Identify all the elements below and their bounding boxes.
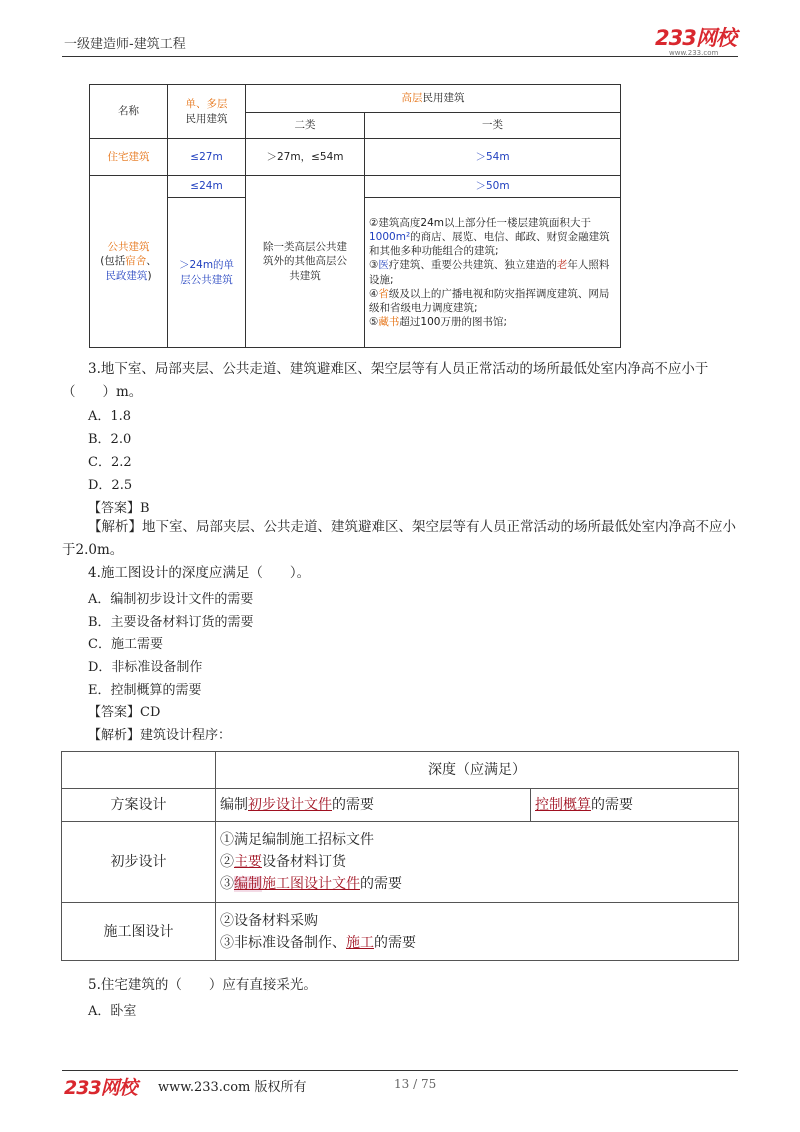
row-public-class1-detail: ②建筑高度24m以上部分任一楼层建筑面积大于1000m²的商店、展览、电信、邮政、财贸金融建筑和其他多种功能组合的建筑; ③医疗建筑、重要公共建筑、独立建造的老年人照料设施; ④省级及以上的广播电视和防灾指挥调度建筑、网局级和省级电力调度建筑; ⑤藏书超过100万册的图书馆; <box>365 198 621 348</box>
building-classification-table <box>89 84 621 348</box>
row-public-single-b: ＞24m的单 层公共建筑 <box>168 198 246 348</box>
q3-option-b: B．2.0 <box>88 432 132 447</box>
page-number: 13 / 75 <box>394 1077 437 1091</box>
row-residential-class1: ＞54m <box>365 139 621 176</box>
footer-logo: 233网校 <box>64 1077 137 1099</box>
t2-row-construction-content: ②设备材料采购 ③非标准设备制作、施工的需要 <box>216 903 739 961</box>
row-residential-class2: ＞27m，≤54m <box>246 139 365 176</box>
document-header-title: 一级建造师-建筑工程 <box>64 37 186 52</box>
footer-divider <box>62 1070 738 1071</box>
col-class1-header: 一类 <box>365 113 621 139</box>
t2-header: 深度（应满足） <box>216 752 739 789</box>
header-divider <box>62 56 738 57</box>
design-depth-table <box>61 751 739 961</box>
footer-copyright: www.233.com 版权所有 <box>158 1080 307 1095</box>
t2-row-scheme-b: 控制概算的需要 <box>531 789 739 822</box>
col-class2-header: 二类 <box>246 113 365 139</box>
q3-option-a: A．1.8 <box>88 409 132 424</box>
q5-option-a: A．卧室 <box>88 1004 137 1019</box>
col-name-header: 名称 <box>90 85 168 139</box>
t2-row-scheme-name: 方案设计 <box>62 789 216 822</box>
q4-option-a: A．编制初步设计文件的需要 <box>88 592 254 607</box>
q3-option-c: C．2.2 <box>88 455 132 470</box>
row-public-class2: 除一类高层公共建筑外的其他高层公共建筑 <box>246 176 365 348</box>
col-single-header: 单、多层 民用建筑 <box>168 85 246 139</box>
q4-option-d: D．非标准设备制作 <box>88 660 203 675</box>
row-public-class1-top: ＞50m <box>365 176 621 198</box>
q4-option-c: C．施工需要 <box>88 637 163 652</box>
q4-option-e: E．控制概算的需要 <box>88 683 202 698</box>
q3-option-d: D．2.5 <box>88 478 133 493</box>
q3-stem: 3.地下室、局部夹层、公共走道、建筑避难区、架空层等有人员正常活动的场所最低处室内净高不应小于（ ）m。 <box>62 361 709 400</box>
brand-logo: 233网校 www.233.com <box>655 26 736 57</box>
q3-answer: 【答案】B <box>88 501 150 516</box>
q3-analysis: 【解析】地下室、局部夹层、公共走道、建筑避难区、架空层等有人员正常活动的场所最低处室内净高不应小于2.0m。 <box>62 519 736 558</box>
row-public-single-a: ≤24m <box>168 176 246 198</box>
t2-row-prelim-name: 初步设计 <box>62 822 216 903</box>
q4-option-b: B．主要设备材料订货的需要 <box>88 615 254 630</box>
q4-stem: 4.施工图设计的深度应满足（ ）。 <box>88 565 311 581</box>
row-residential-single: ≤27m <box>168 139 246 176</box>
q5-stem: 5.住宅建筑的（ ）应有直接采光。 <box>88 977 317 993</box>
row-public-name: 公共建筑 (包括宿舍、 民政建筑) <box>90 176 168 348</box>
row-residential-name: 住宅建筑 <box>90 139 168 176</box>
t2-row-prelim-content: ①满足编制施工招标文件 ②主要设备材料订货 ③编制施工图设计文件的需要 <box>216 822 739 903</box>
t2-row-construction-name: 施工图设计 <box>62 903 216 961</box>
t2-row-scheme-a: 编制初步设计文件的需要 <box>216 789 531 822</box>
q4-analysis: 【解析】建筑设计程序： <box>88 728 232 743</box>
t2-corner <box>62 752 216 789</box>
col-high-header: 高层民用建筑 <box>246 85 621 113</box>
q4-answer: 【答案】CD <box>88 705 161 720</box>
